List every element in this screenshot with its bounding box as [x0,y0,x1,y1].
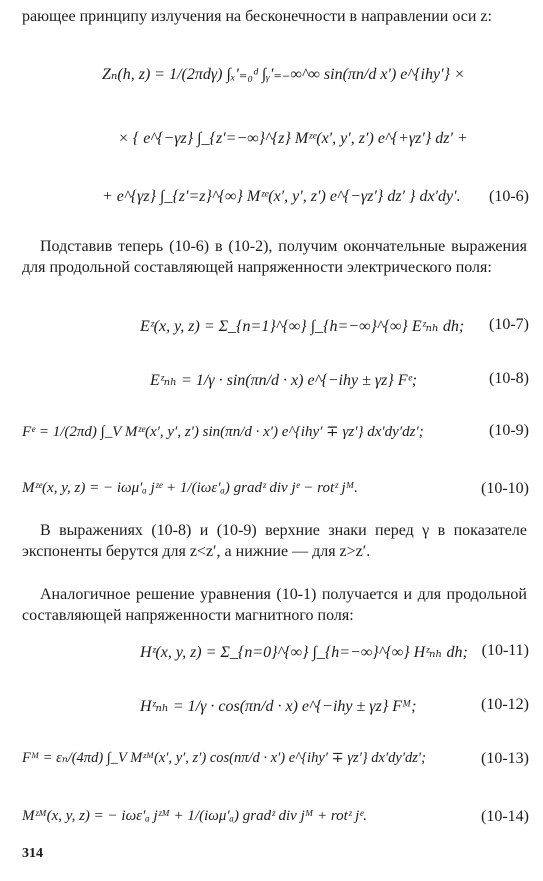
equation-text: + e^{γz} ∫_{z′=z}^{∞} Mᶻᵉ(x′, y′, z′) e^{−γz′} dz′ } dx′dy′. [102,188,461,205]
equation-number: (10-7) [489,316,529,333]
equation-10-9 [0,410,543,458]
equation-number: (10-11) [481,642,529,659]
equation-text: Hᶻₙₕ = 1/γ · cos(πn/d · x) e^{−ihy ± γz} Fᴹ; [140,698,417,715]
equation-number: (10-9) [489,422,529,439]
paragraph-3: В выражениях (10-8) и (10-9) верхние знаки перед γ в показателе экспоненты берутся для z<z′, а нижние — для z>z′. [22,522,527,560]
equation-text: Hᶻ(x, y, z) = Σ_{n=0}^{∞} ∫_{h=−∞}^{∞} Hᶻₙₕ dh; [140,644,468,661]
equation-text: Eᶻ(x, y, z) = Σ_{n=1}^{∞} ∫_{h=−∞}^{∞} Eᶻₙₕ dh; [140,318,465,335]
equation-10-6-line1 [0,52,543,100]
paragraph-2: Подставив теперь (10-6) в (10-2), получим окончательные выражения для продольной составляющей напряженности электрического поля: [22,238,527,276]
equation-number: (10-10) [481,480,529,497]
equation-10-11 [0,630,543,678]
paragraph-top: рающее принципу излучения на бесконечности в направлении оси z: [22,8,492,25]
equation-10-13 [0,738,543,786]
equation-number: (10-8) [489,370,529,387]
equation-number: (10-6) [489,188,529,205]
equation-10-8 [0,358,543,406]
equation-10-14 [0,796,543,844]
equation-10-12 [0,684,543,732]
equation-10-10 [0,468,543,516]
equation-number: (10-13) [481,750,529,767]
equation-text: Mᶻᵉ(x, y, z) = − iωμ′ₐ jᶻᵉ + 1/(iωε′ₐ) gradᶻ div jᵉ − rotᶻ jᴹ. [22,480,358,496]
equation-number: (10-14) [481,808,529,825]
equation-text: Fᵉ = 1/(2πd) ∫_V Mᶻᵉ(x′, y′, z′) sin(πn/d · x′) e^{ihy′ ∓ γz′} dx′dy′dz′; [22,424,424,440]
page-number: 314 [22,846,43,861]
equation-10-6-line3 [0,176,543,224]
equation-text: Mᶻᴹ(x, y, z) = − iωε′ₐ jᶻᴹ + 1/(iωμ′ₐ) gradᶻ div jᴹ + rotᶻ jᵉ. [22,808,368,824]
equation-10-6-line2 [0,118,543,166]
equation-number: (10-12) [481,696,529,713]
equation-10-7 [0,304,543,352]
paragraph-4: Аналогичное решение уравнения (10-1) получается и для продольной составляющей напряженности магнитного поля: [22,586,527,624]
equation-text: Eᶻₙₕ = 1/γ · sin(πn/d · x) e^{−ihy ± γz} Fᵉ; [150,372,418,389]
equation-text: Fᴹ = εₙ/(4πd) ∫_V Mᶻᴹ(x′, y′, z′) cos(nπ/d · x′) e^{ihy′ ∓ γz′} dx′dy′dz′; [22,750,426,766]
equation-text: Zₙ(h, z) = 1/(2πdγ) ∫ₓ′₌₀ᵈ ∫ᵧ′₌₋∞^∞ sin(πn/d x′) e^{ihy′} × [102,66,465,83]
equation-text: × { e^{−γz} ∫_{z′=−∞}^{z} Mᶻᵉ(x′, y′, z′) e^{+γz′} dz′ + [118,130,468,147]
